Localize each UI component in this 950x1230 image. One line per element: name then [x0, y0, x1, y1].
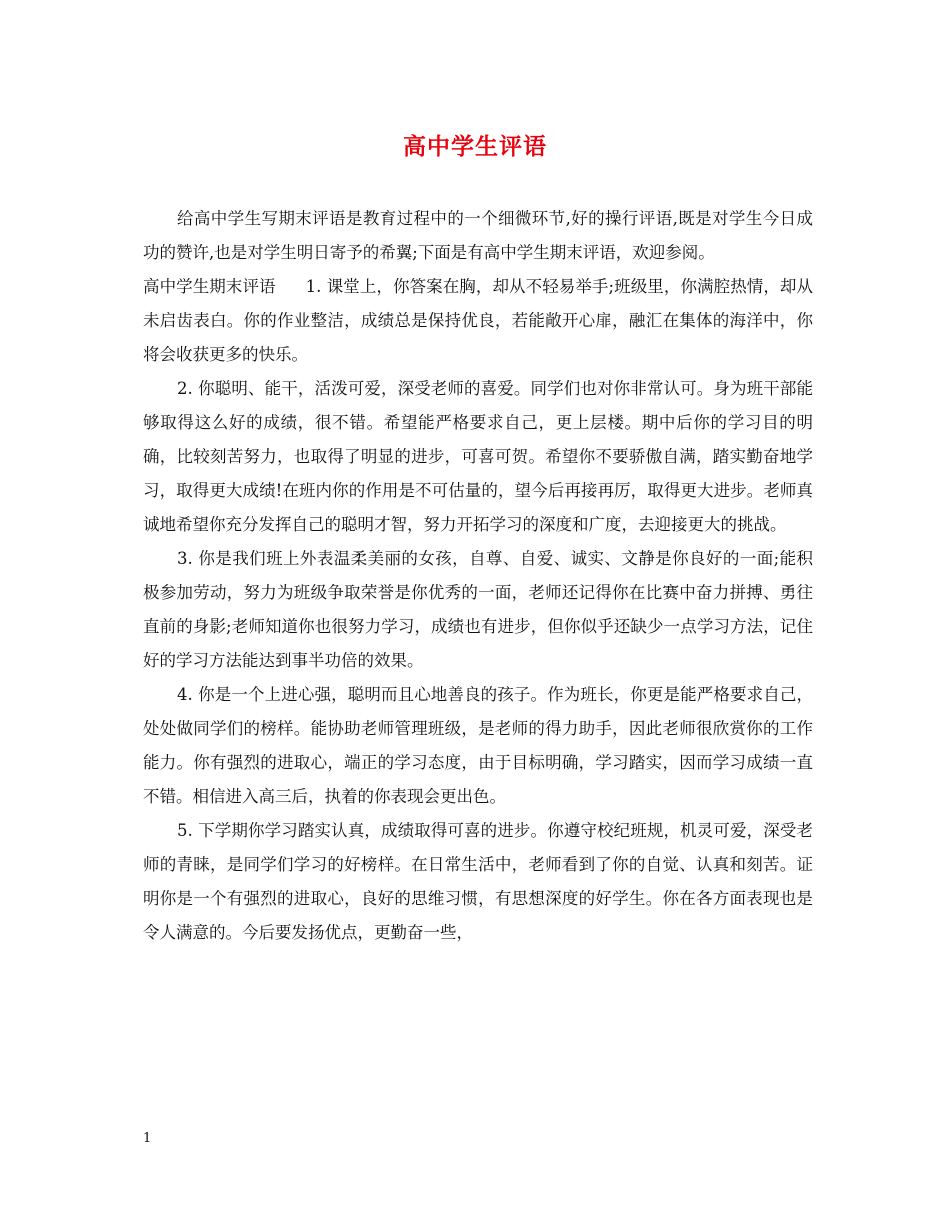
comment-3: 3. 你是我们班上外表温柔美丽的女孩，自尊、自爱、诚实、文静是你良好的一面;能积极参加劳动，努力为班级争取荣誉是你优秀的一面，老师还记得你在比赛中奋力拼搏、勇往直前的身影;老师知道你也很努力学习，成绩也有进步，但你似乎还缺少一点学习方法，记住好的学习方法能达到事半功倍的效果。	[143, 549, 813, 670]
document-title: 高中学生评语	[403, 133, 547, 160]
page-number: 1	[143, 1131, 152, 1146]
comment-1: 1. 课堂上，你答案在胸，却从不轻易举手;班级里，你满腔热情，却从未启齿表白。你的作业整洁，成绩总是保持优良，若能敞开心扉，融汇在集体的海洋中，你将会收获更多的快乐。	[143, 277, 814, 364]
intro-paragraph: 给高中学生写期末评语是教育过程中的一个细微环节,好的操行评语,既是对学生今日成功的赞许,也是对学生明日寄予的希翼;下面是有高中学生期末评语，欢迎参阅。	[143, 209, 813, 262]
first-comment-paragraph	[143, 270, 813, 372]
section-heading: 高中学生期末评语	[143, 277, 276, 296]
comment-4: 4. 你是一个上进心强，聪明而且心地善良的孩子。作为班长，你更是能严格要求自己，处处做同学们的榜样。能协助老师管理班级，是老师的得力助手，因此老师很欣赏你的工作能力。你有强烈的进取心，端正的学习态度，由于目标明确，学习踏实，因而学习成绩一直不错。相信进入高三后，执着的你表现会更出色。	[143, 685, 813, 806]
comment-5: 5. 下学期你学习踏实认真，成绩取得可喜的进步。你遵守校纪班规，机灵可爱，深受老师的青睐，是同学们学习的好榜样。在日常生活中，老师看到了你的自觉、认真和刻苦。证明你是一个有强烈的进取心，良好的思维习惯，有思想深度的好学生。你在各方面表现也是令人满意的。今后要发扬优点，更勤奋一些，	[143, 821, 813, 942]
document-body	[143, 202, 813, 950]
comment-2: 2. 你聪明、能干，活泼可爱，深受老师的喜爱。同学们也对你非常认可。身为班干部能够取得这么好的成绩，很不错。希望能严格要求自己，更上层楼。期中后你的学习目的明确，比较刻苦努力，也取得了明显的进步，可喜可贺。希望你不要骄傲自满，踏实勤奋地学习，取得更大成绩!在班内你的作用是不可估量的，望今后再接再厉，取得更大进步。老师真诚地希望你充分发挥自己的聪明才智，努力开拓学习的深度和广度，去迎接更大的挑战。	[143, 379, 813, 534]
